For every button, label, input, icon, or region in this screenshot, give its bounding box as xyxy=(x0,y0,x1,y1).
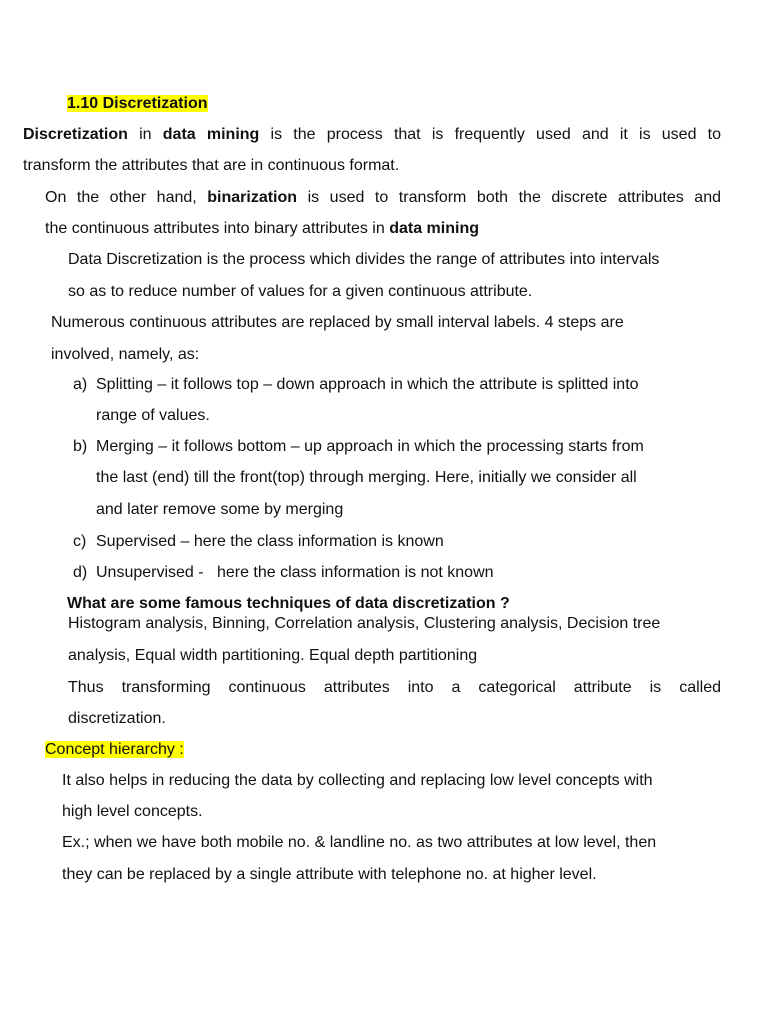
list-item-marker: d) xyxy=(73,564,88,581)
para1-text-b: is the process that is frequently used and it is used to xyxy=(259,126,722,143)
para2-text-c: the continuous attributes into binary attributes in xyxy=(45,220,390,237)
concept-line1: It also helps in reducing the data by collecting and replacing low level concepts with xyxy=(62,772,653,789)
para1-line2: transform the attributes that are in continuous format. xyxy=(23,157,400,174)
para4-line1: Numerous continuous attributes are replaced by small interval labels. 4 steps are xyxy=(51,314,624,331)
list-item-marker: c) xyxy=(73,533,87,550)
concept-line4: they can be replaced by a single attribute with telephone no. at higher level. xyxy=(62,866,597,883)
thus-line1: Thus transforming continuous attributes into a categorical attribute is called xyxy=(68,679,721,696)
para3-line1: Data Discretization is the process which divides the range of attributes into intervals xyxy=(68,251,660,268)
para1-text-a: in xyxy=(127,126,163,143)
para2-line1 xyxy=(45,188,721,208)
term-binarization: binarization xyxy=(207,189,298,206)
term-discretization: Discretization xyxy=(23,126,128,143)
section-heading xyxy=(67,94,208,114)
concept-heading xyxy=(45,740,184,760)
para2-line2 xyxy=(45,219,479,239)
thus-line2: discretization. xyxy=(68,710,166,727)
list-item-marker: b) xyxy=(73,438,88,455)
concept-heading-text: Concept hierarchy : xyxy=(45,741,184,758)
list-item-text: Splitting – it follows top – down approach in which the attribute is splitted into xyxy=(96,376,639,393)
techniques-line2: analysis, Equal width partitioning. Equal depth partitioning xyxy=(68,647,478,664)
list-item-text: Supervised – here the class information is known xyxy=(96,533,444,550)
techniques-line1: Histogram analysis, Binning, Correlation analysis, Clustering analysis, Decision tree xyxy=(68,615,661,632)
para2-text-b: is used to transform both the discrete attributes and xyxy=(297,189,721,206)
term-data-mining-2: data mining xyxy=(389,220,479,237)
question-text: What are some famous techniques of data discretization ? xyxy=(67,595,510,612)
list-item-text: Merging – it follows bottom – up approach in which the processing starts from xyxy=(96,438,644,455)
list-item-marker: a) xyxy=(73,376,88,393)
list-item-text: and later remove some by merging xyxy=(96,501,344,518)
list-item-text: range of values. xyxy=(96,407,210,424)
list-item-text: the last (end) till the front(top) through merging. Here, initially we consider all xyxy=(96,469,637,486)
section-heading-text: 1.10 Discretization xyxy=(67,95,208,112)
para4-line2: involved, namely, as: xyxy=(51,346,200,363)
para3-line2: so as to reduce number of values for a given continuous attribute. xyxy=(68,283,533,300)
list-item-text: Unsupervised - here the class information is not known xyxy=(96,564,494,581)
concept-line3: Ex.; when we have both mobile no. & landline no. as two attributes at low level, then xyxy=(62,834,657,851)
term-data-mining: data mining xyxy=(162,126,260,143)
concept-line2: high level concepts. xyxy=(62,803,203,820)
para1-line1 xyxy=(23,125,721,145)
question-heading xyxy=(67,594,510,614)
para2-text-a: On the other hand, xyxy=(45,189,208,206)
